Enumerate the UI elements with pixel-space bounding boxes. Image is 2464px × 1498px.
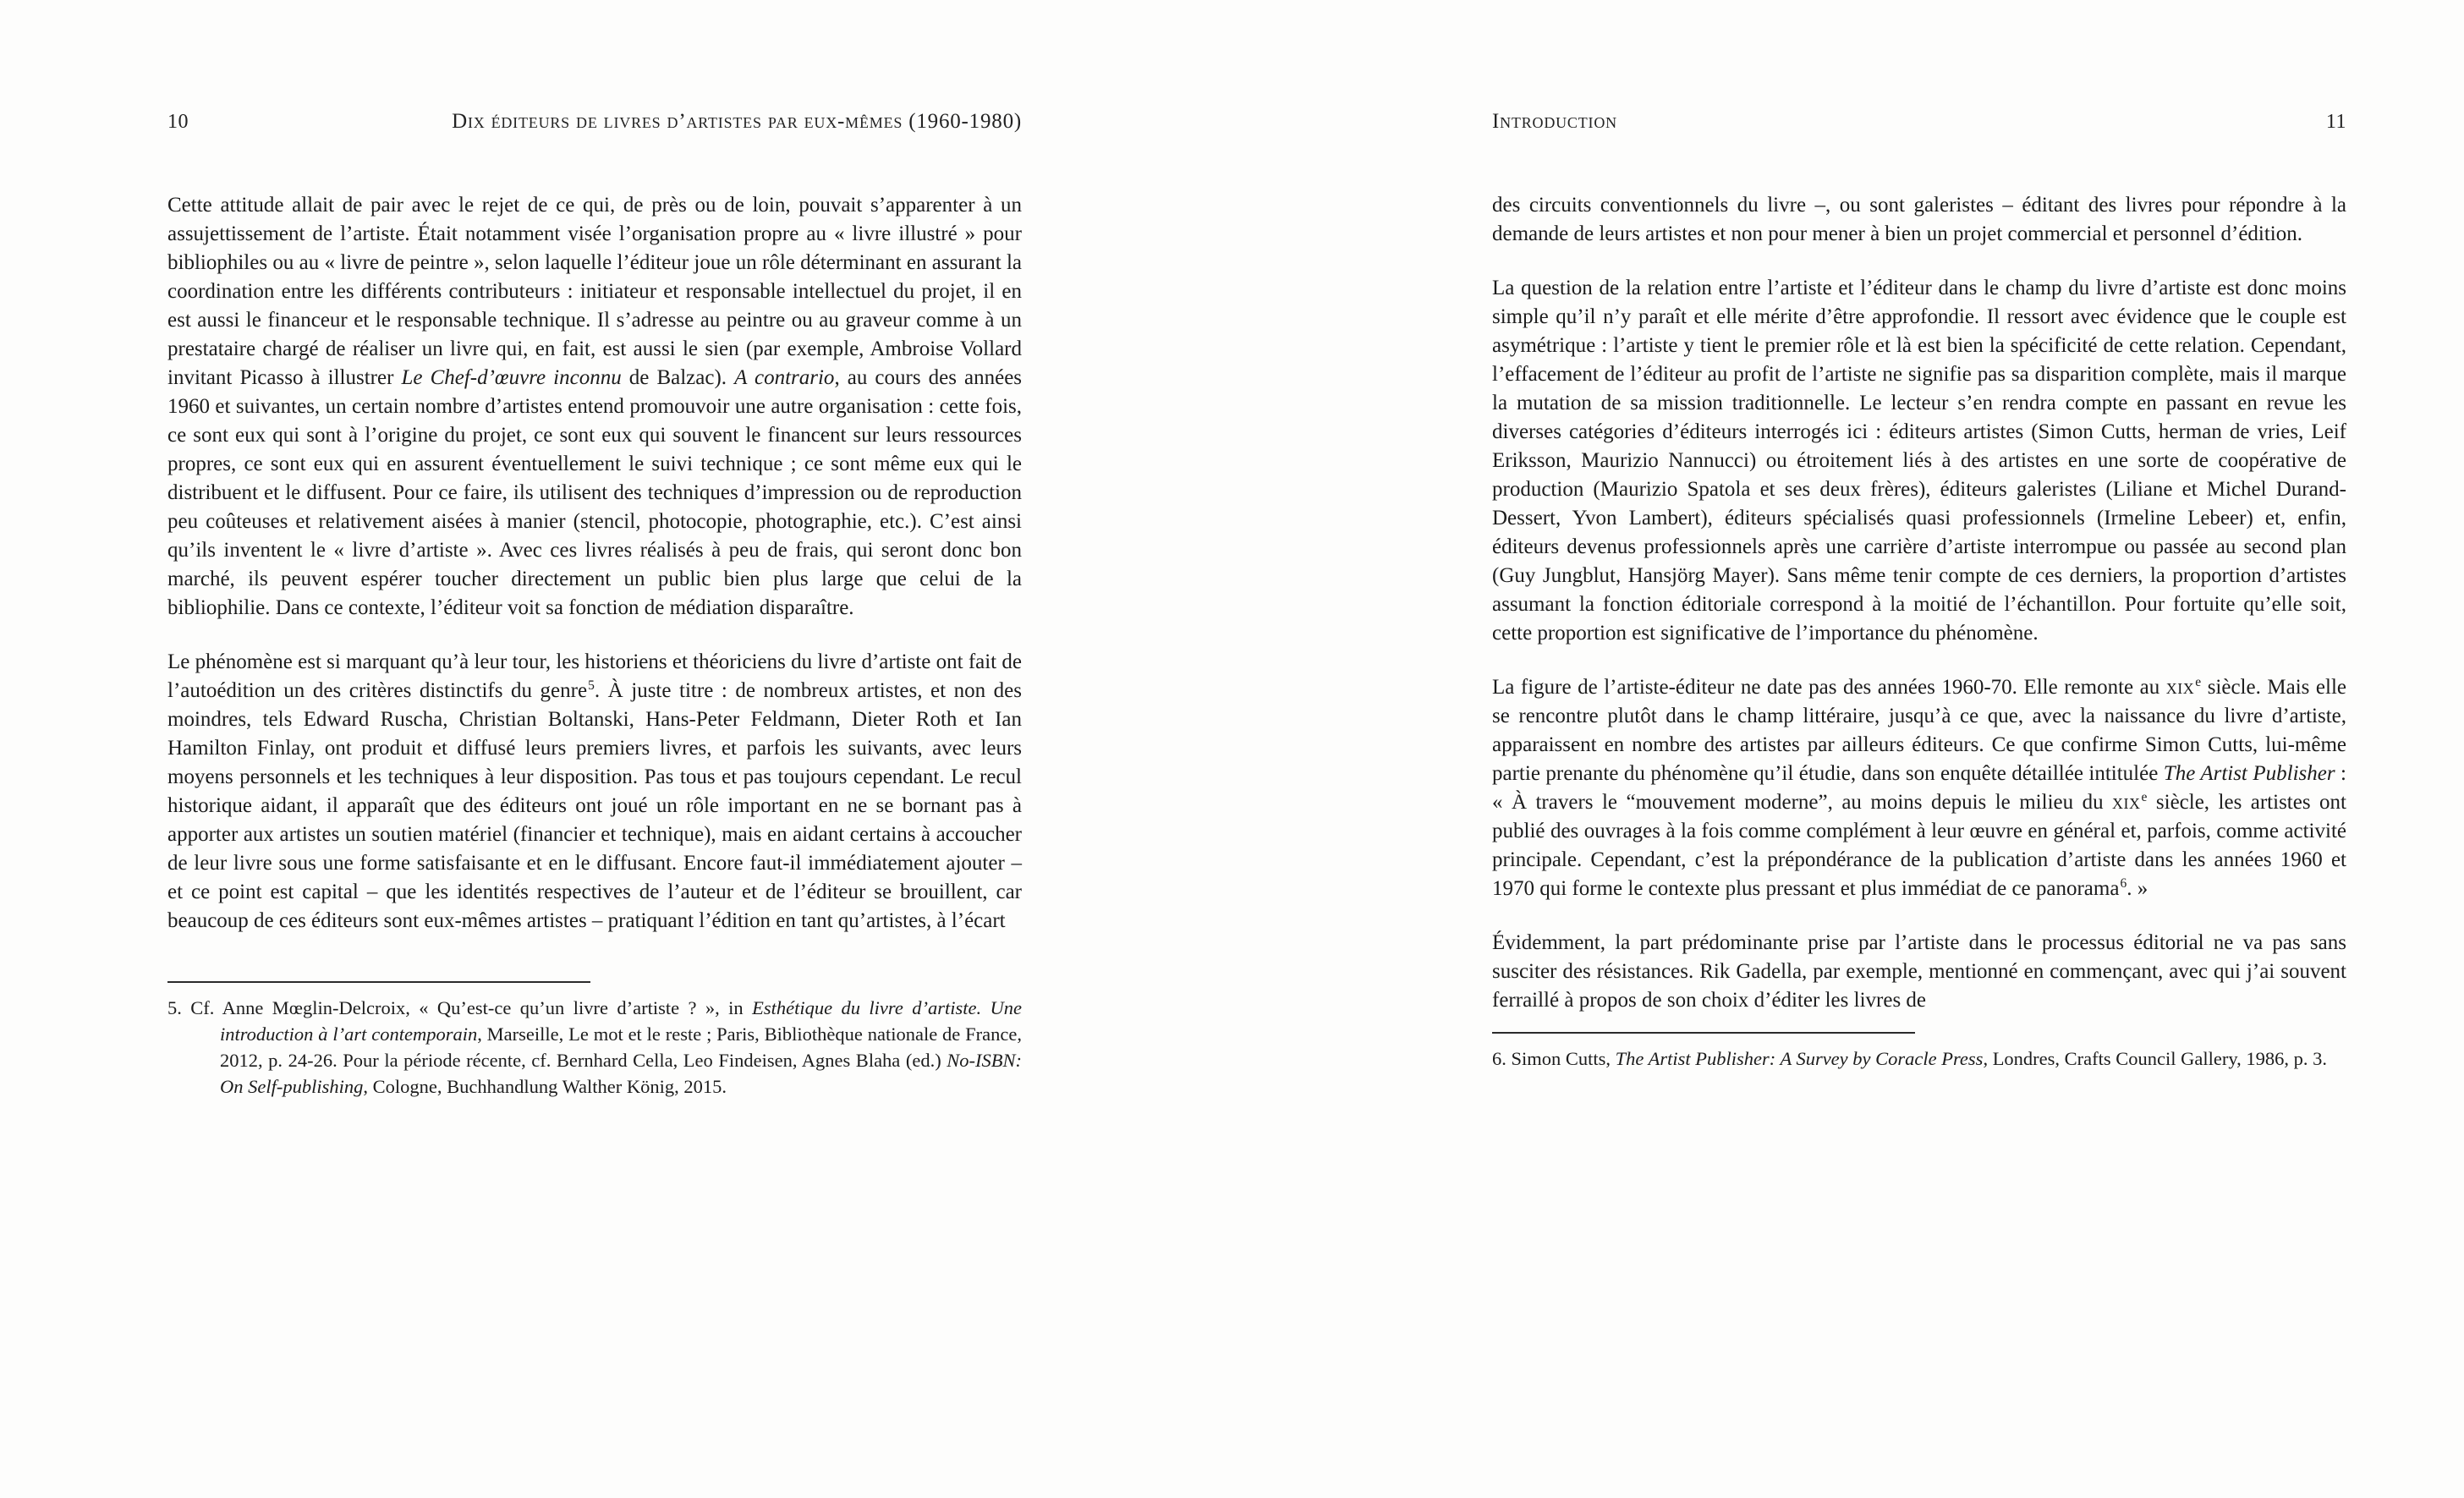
footnote-rule [167,981,590,983]
paragraph [1492,673,2346,903]
text-run: xix [2112,791,2141,814]
footnotes-left [167,995,1022,1100]
paragraph [1492,929,2346,1015]
body-text-left [167,191,1022,1100]
paragraph [1492,191,2346,249]
text-run: Cette attitude allait de pair avec le rejet de ce qui, de près ou de loin, pouvait s’apparenter à un assujettissement de l’artiste. Était notamment visée l’organisation propre au « livre illustré » pour bibliophiles ou au « livre de peintre », selon laquelle l’éditeur joue un rôle déterminant en assurant la coordination entre les différents contributeurs : initiateur et responsable intellectuel du projet, il en est aussi le financeur et le responsable technique. Il s’adresse au peintre ou au graveur comme à un prestataire chargé de réaliser un livre qui, en fait, est aussi le sien (par exemple, Ambroise Vollard invitant Picasso à illustrer [167,194,1022,389]
paragraph [167,191,1022,623]
text-run: , Marseille, Le mot et le reste ; Paris, Bibliothèque nationale de France, 2012, p. 24-26. Pour la période récente, cf. Bernhard Cella, Leo Findeisen, Agnes Blaha (ed.) [220,1023,1022,1071]
text-run: , Londres, Crafts Council Gallery, 1986, p. 3. [1983,1048,2328,1069]
text-run: La figure de l’artiste-éditeur ne date pas des années 1960-70. Elle remonte au [1492,676,2166,699]
superscript-ref: e [2195,674,2202,689]
text-run: des circuits conventionnels du livre –, ou sont galeristes – éditant des livres pour répondre à la demande de leurs artistes et non pour mener à bien un projet commercial et personnel d’édition. [1492,194,2346,245]
text-run: A contrario [734,366,835,389]
text-run: 5. Cf. Anne Mœglin-Delcroix, « Qu’est-ce qu’un livre d’artiste ? », in [167,997,753,1018]
text-run: The Artist Publisher: A Survey by Coracle Press [1615,1048,1984,1069]
text-run: The Artist Publisher [2163,762,2335,785]
text-run: . » [2127,877,2148,900]
text-run: No-ISBN: On Self-publishing [220,1050,1022,1097]
text-run: Évidemment, la part prédominante prise par l’artiste dans le processus éditorial ne va pas sans susciter des résistances. Rik Gadella, par exemple, mentionné en commençant, avec qui j’ai souvent ferraillé à propos de son choix d’éditer les livres de [1492,931,2346,1012]
running-header-right [1492,110,2346,134]
page-number-left: 10 [167,111,189,133]
text-run: , Cologne, Buchhandlung Walther König, 2015. [363,1076,727,1097]
paragraph [167,648,1022,936]
text-run: . À juste titre : de nombreux artistes, et non des moindres, tels Edward Ruscha, Christian Boltanski, Hans-Peter Feldmann, Dieter Roth et Ian Hamilton Finlay, ont produit et diffusé leurs premiers livres, et parfois les suivants, avec leurs moyens personnels et les techniques à leur disposition. Pas tous et pas toujours cependant. Le recul historique aidant, il apparaît que des éditeurs ont joué un rôle important en ne se bornant pas à apporter aux artistes un soutien matériel (financier et technique), mais en aidant certains à accoucher de leur livre sous une forme satisfaisante et en le diffusant. Encore faut-il immédiatement ajouter – et ce point est capital – que les identités respectives de l’auteur et de l’éditeur se brouillent, car beaucoup de ces éditeurs sont eux-mêmes artistes – pratiquant l’édition en tant qu’artistes, à l’écart [167,679,1022,932]
page-left [167,0,1022,1498]
running-head-title: Dix éditeurs de livres d’artistes par eux-mêmes (1960-1980) [452,110,1022,133]
text-run: La question de la relation entre l’artiste et l’éditeur dans le champ du livre d’artiste est donc moins simple qu’il n’y paraît et elle mérite d’être approfondie. Il ressort avec évidence que le couple est asymétrique : l’artiste y tient le premier rôle et là est bien la spécificité de cette relation. Cependant, l’effacement de l’éditeur au profit de l’artiste ne signifie pas sa disparition complète, mais il marque la mutation de sa mission traditionnelle. Le lecteur s’en rendra compte en passant en revue les diverses catégories d’éditeurs interrogés ici : éditeurs artistes (Simon Cutts, herman de vries, Leif Eriksson, Maurizio Nannucci) ou étroitement liés à des artistes en une sorte de coopérative de production (Maurizio Spatola et ses deux frères), éditeurs galeristes (Liliane et Michel Durand-Dessert, Yvon Lambert), éditeurs spécialisés quasi professionnels (Irmeline Lebeer) et, enfin, éditeurs devenus professionnels après une carrière d’artiste interrompue ou passée au second plan (Guy Jungblut, Hansjörg Mayer). Sans même tenir compte de ces derniers, la proportion d’artistes assumant la fonction éditoriale correspond à la moitié de l’échantillon. Pour fortuite qu’elle soit, cette proportion est significative de l’importance du phénomène. [1492,277,2346,645]
superscript-ref: 6 [2120,875,2127,891]
running-head-title: Introduction [1492,110,1617,133]
footnote-block-left [167,981,1022,1100]
text-run: Esthétique du livre d’artiste. Une introduction à l’art contemporain [220,997,1023,1045]
page-right [1492,0,2346,1498]
paragraph [1492,274,2346,648]
footnote-rule [1492,1032,1915,1034]
text-run: Le Chef-d’œuvre inconnu [401,366,622,389]
text-run: Le phénomène est si marquant qu’à leur tour, les historiens et théoriciens du livre d’artiste ont fait de l’autoédition un des critères distinctifs du genre [167,650,1022,702]
paragraph [1492,1045,2346,1072]
text-run: 6. Simon Cutts, [1492,1048,1616,1069]
text-run: de Balzac). [621,366,735,389]
paragraphs-left [167,191,1022,936]
text-run: xix [2165,676,2195,699]
paragraphs-right [1492,191,2346,1015]
footnotes-right [1492,1045,2346,1072]
text-run: , au cours des années 1960 et suivantes, un certain nombre d’artistes entend promouvoir une autre organisation : cette fois, ce sont eux qui sont à l’origine du projet, ce sont eux qui souvent le financent sur leurs ressources propres, ce sont eux qui en assurent éventuellement le suivi technique ; ce sont même eux qui le distribuent et le diffusent. Pour ce faire, ils utilisent des techniques d’impression ou de reproduction peu coûteuses et relativement aisées à manier (stencil, photocopie, photographie, etc.). C’est ainsi qu’ils inventent le « livre d’artiste ». Avec ces livres réalisés à peu de frais, qui seront donc bon marché, ils peuvent espérer toucher directement un public bien plus large que celui de la bibliophilie. Dans ce contexte, l’éditeur voit sa fonction de médiation disparaître. [167,366,1023,619]
superscript-ref: e [2141,789,2148,804]
footnote-block-right [1492,1032,2346,1072]
text-run: : « À travers le “mouvement moderne”, au moins depuis le milieu du [1492,762,2346,814]
superscript-ref: 5 [588,678,595,693]
body-text-right [1492,191,2346,1072]
text-run: siècle. Mais elle se rencontre plutôt dans le champ littéraire, jusqu’à ce que, avec la naissance du livre d’artiste, apparaissent en nombre des artistes par ailleurs éditeurs. Ce que confirme Simon Cutts, lui-même partie prenante du phénomène qu’il étudie, dans son enquête détaillée intitulée [1492,676,2346,785]
paragraph [167,995,1022,1100]
running-header-left [167,110,1022,134]
text-run: siècle, les artistes ont publié des ouvrages à la fois comme complément à leur œuvre en général et, parfois, comme activité principale. Cependant, c’est la prépondérance de la publication d’artiste dans les années 1960 et 1970 qui forme le contexte plus pressant et plus immédiat de ce panorama [1492,791,2346,900]
page-number-right: 11 [2325,111,2346,133]
